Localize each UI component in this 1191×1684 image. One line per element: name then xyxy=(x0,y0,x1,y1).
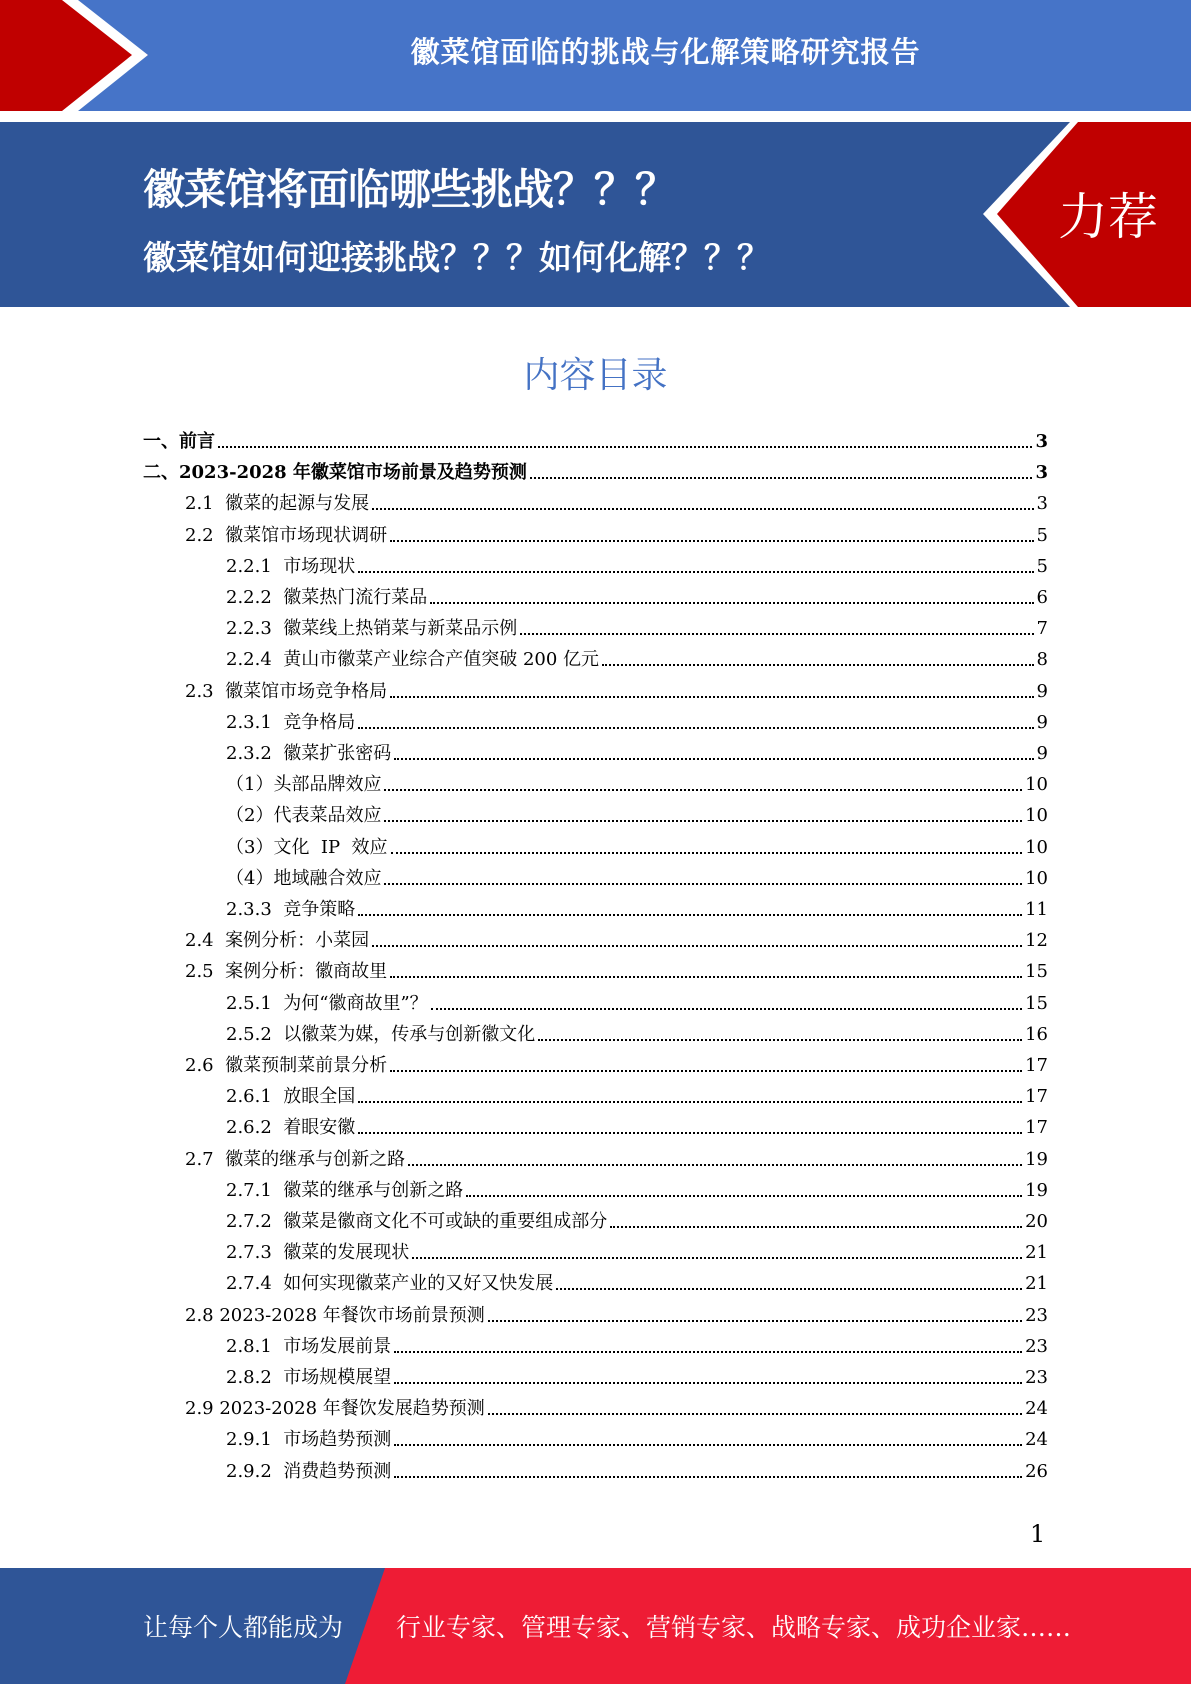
toc-entry-label: 2.6.1 放眼全国 xyxy=(226,1086,356,1108)
toc-entry-label: 2.9 2023-2028 年餐饮发展趋势预测 xyxy=(185,1398,485,1420)
toc-entry[interactable] xyxy=(226,828,1048,859)
toc-entry-page: 23 xyxy=(1025,1304,1048,1326)
toc-leader-dots xyxy=(394,1351,1022,1353)
toc-entry-label: 2.5.1 为何“徽商故里”？ xyxy=(226,992,428,1014)
toc-leader-dots xyxy=(538,1039,1022,1041)
toc-entry[interactable] xyxy=(226,1171,1048,1202)
toc-entry[interactable] xyxy=(185,1046,1048,1077)
toc-entry-label: 2.2.3 徽菜线上热销菜与新菜品示例 xyxy=(226,618,518,640)
recommend-badge: 力荐 xyxy=(1058,188,1158,246)
toc-entry-page: 23 xyxy=(1025,1335,1048,1357)
toc-entry[interactable] xyxy=(226,609,1048,640)
toc-leader-dots xyxy=(530,477,1033,479)
top-banner xyxy=(0,0,1191,111)
toc-entry-label: 2.8.1 市场发展前景 xyxy=(226,1335,392,1357)
toc-entry-page: 19 xyxy=(1025,1179,1048,1201)
toc-leader-dots xyxy=(384,883,1022,885)
toc-entry-label: 2.6.2 着眼安徽 xyxy=(226,1117,356,1139)
toc-entry[interactable] xyxy=(185,516,1048,547)
toc-leader-dots xyxy=(358,1132,1022,1134)
toc-leader-dots xyxy=(372,945,1022,947)
toc-entry-page: 10 xyxy=(1025,867,1048,889)
toc-leader-dots xyxy=(412,1257,1022,1259)
toc-entry[interactable] xyxy=(226,547,1048,578)
toc-leader-dots xyxy=(390,1070,1022,1072)
toc-leader-dots xyxy=(394,1444,1022,1446)
toc-entry-page: 24 xyxy=(1025,1429,1048,1451)
toc-leader-dots xyxy=(431,1008,1022,1010)
toc-leader-dots xyxy=(358,914,1022,916)
toc-entry-page: 21 xyxy=(1025,1242,1048,1264)
toc-entry-label: 2.7 徽菜的继承与创新之路 xyxy=(185,1148,406,1170)
toc-entry[interactable] xyxy=(226,1327,1048,1358)
toc-entry[interactable] xyxy=(226,734,1048,765)
footer-slogan-right: 行业专家、管理专家、营销专家、战略专家、成功企业家…… xyxy=(396,1613,1072,1642)
toc-entry-label: 一、前言 xyxy=(143,431,215,452)
toc-entry[interactable] xyxy=(226,1358,1048,1389)
toc-entry-label: 2.7.1 徽菜的继承与创新之路 xyxy=(226,1179,464,1201)
toc-entry-page: 7 xyxy=(1036,618,1048,640)
toc-entry-page: 3 xyxy=(1036,493,1048,515)
toc-entry-page: 9 xyxy=(1036,711,1048,733)
banner-divider xyxy=(0,111,1191,122)
toc-leader-dots xyxy=(610,1226,1022,1228)
toc-entry[interactable] xyxy=(185,921,1048,952)
toc-heading: 内容目录 xyxy=(523,355,668,396)
toc-entry[interactable] xyxy=(185,1296,1048,1327)
toc-entry[interactable] xyxy=(226,1233,1048,1264)
toc-entry-label: 2.2.1 市场现状 xyxy=(226,555,356,577)
toc-entry-label: 2.9.1 市场趋势预测 xyxy=(226,1429,392,1451)
red-chevron-decoration xyxy=(0,0,160,111)
toc-entry-label: （1）头部品牌效应 xyxy=(226,774,382,796)
toc-entry-page: 17 xyxy=(1025,1055,1048,1076)
toc-entry-page: 11 xyxy=(1025,899,1048,920)
toc-entry-page: 17 xyxy=(1025,1117,1048,1139)
toc-entry[interactable] xyxy=(226,1452,1048,1483)
toc-entry-label: 2.1 徽菜的起源与发展 xyxy=(185,493,370,515)
toc-entry[interactable] xyxy=(226,578,1048,609)
toc-entry-page: 8 xyxy=(1036,649,1048,671)
toc-entry-page: 21 xyxy=(1025,1273,1048,1295)
toc-entry[interactable] xyxy=(185,484,1048,515)
toc-entry[interactable] xyxy=(185,952,1048,983)
toc-entry[interactable] xyxy=(143,422,1048,453)
toc-entry[interactable] xyxy=(185,1389,1048,1420)
toc-entry-label: 2.7.2 徽菜是徽商文化不可或缺的重要组成部分 xyxy=(226,1211,608,1232)
toc-entry-label: （4）地域融合效应 xyxy=(226,867,382,889)
toc-entry-page: 3 xyxy=(1035,462,1048,484)
toc-entry-label: 2.2 徽菜馆市场现状调研 xyxy=(185,524,388,546)
toc-leader-dots xyxy=(358,571,1033,573)
toc-entry-page: 24 xyxy=(1025,1398,1048,1420)
toc-entry[interactable] xyxy=(226,1077,1048,1108)
toc-entry[interactable] xyxy=(226,765,1048,796)
toc-entry-label: 2.3.3 竞争策略 xyxy=(226,899,356,920)
toc-entry-label: （2）代表菜品效应 xyxy=(226,805,382,827)
page-number: 1 xyxy=(1030,1520,1046,1548)
toc-entry[interactable] xyxy=(226,1108,1048,1139)
toc-leader-dots xyxy=(488,1413,1022,1415)
toc-entry[interactable] xyxy=(226,1420,1048,1451)
toc-entry-page: 10 xyxy=(1025,836,1048,858)
toc-leader-dots xyxy=(390,976,1022,978)
toc-leader-dots xyxy=(408,1164,1022,1166)
toc-entry-page: 5 xyxy=(1036,555,1048,577)
footer-slogan-left: 让每个人都能成为 xyxy=(143,1613,344,1642)
toc-entry-page: 16 xyxy=(1025,1023,1048,1045)
toc-entry-page: 10 xyxy=(1025,805,1048,827)
toc-entry[interactable] xyxy=(226,640,1048,671)
toc-entry-page: 5 xyxy=(1036,524,1048,546)
report-title: 徽菜馆面临的挑战与化解策略研究报告 xyxy=(410,34,921,69)
toc-entry-label: 2.7.3 徽菜的发展现状 xyxy=(226,1242,410,1264)
toc-leader-dots xyxy=(218,446,1032,448)
toc-entry-page: 6 xyxy=(1036,587,1048,608)
toc-entry-page: 17 xyxy=(1025,1086,1048,1108)
toc-entry-label: 2.8.2 市场规模展望 xyxy=(226,1367,392,1388)
toc-entry-label: 2.9.2 消费趋势预测 xyxy=(226,1460,392,1482)
toc-entry[interactable] xyxy=(226,890,1048,921)
toc-entry-page: 20 xyxy=(1025,1211,1048,1232)
toc-leader-dots xyxy=(430,602,1033,604)
toc-leader-dots xyxy=(384,820,1022,822)
toc-entry-page: 9 xyxy=(1036,743,1048,764)
toc-entry-label: 2.8 2023-2028 年餐饮市场前景预测 xyxy=(185,1304,485,1326)
toc-entry-page: 10 xyxy=(1025,774,1048,796)
toc-entry-label: 2.3.1 竞争格局 xyxy=(226,711,356,733)
toc-entry-label: 2.5.2 以徽菜为媒，传承与创新徽文化 xyxy=(226,1023,536,1045)
toc-entry-page: 26 xyxy=(1025,1460,1048,1482)
toc-entry[interactable] xyxy=(185,1140,1048,1171)
toc-entry[interactable] xyxy=(226,796,1048,827)
toc-leader-dots xyxy=(358,1101,1022,1103)
footer-banner xyxy=(0,1568,1191,1684)
hero-question-1: 徽菜馆将面临哪些挑战？？？ xyxy=(143,165,677,214)
toc-leader-dots xyxy=(394,1476,1022,1478)
toc-entry-label: 2.2.4 黄山市徽菜产业综合产值突破 200 亿元 xyxy=(226,649,600,671)
toc-entry-page: 9 xyxy=(1036,680,1048,702)
toc-entry[interactable] xyxy=(226,1015,1048,1046)
toc-leader-dots xyxy=(390,696,1033,698)
hero-banner xyxy=(0,122,1191,307)
toc-leader-dots xyxy=(372,508,1033,510)
toc-entry-label: 2.6 徽菜预制菜前景分析 xyxy=(185,1055,388,1076)
toc-entry-label: 2.7.4 如何实现徽菜产业的又好又快发展 xyxy=(226,1273,554,1295)
toc-entry-page: 15 xyxy=(1025,961,1048,983)
toc-leader-dots xyxy=(466,1195,1022,1197)
toc-leader-dots xyxy=(556,1288,1022,1290)
toc-leader-dots xyxy=(391,852,1023,854)
toc-entry-page: 3 xyxy=(1035,431,1048,452)
hero-question-2: 徽菜馆如何迎接挑战？？？如何化解？？？ xyxy=(143,238,770,277)
toc-leader-dots xyxy=(358,727,1033,729)
toc-entry[interactable] xyxy=(226,703,1048,734)
toc-leader-dots xyxy=(488,1320,1022,1322)
toc-entry[interactable] xyxy=(226,1264,1048,1295)
toc-entry[interactable] xyxy=(143,453,1048,484)
toc-entry-page: 12 xyxy=(1025,930,1048,952)
toc-entry[interactable] xyxy=(226,859,1048,890)
toc-entry-label: 二、2023-2028 年徽菜馆市场前景及趋势预测 xyxy=(143,462,527,484)
toc-leader-dots xyxy=(394,758,1033,760)
toc-entry[interactable] xyxy=(226,984,1048,1015)
toc-entry-label: 2.4 案例分析：小菜园 xyxy=(185,930,370,952)
toc-leader-dots xyxy=(394,1382,1022,1384)
toc-leader-dots xyxy=(390,540,1033,542)
toc-leader-dots xyxy=(384,789,1022,791)
toc-entry-page: 19 xyxy=(1025,1148,1048,1170)
toc-entry-label: 2.2.2 徽菜热门流行菜品 xyxy=(226,587,428,608)
toc-entry-label: （3）文化 IP 效应 xyxy=(226,836,388,858)
toc-entry-page: 23 xyxy=(1025,1367,1048,1388)
toc-entry[interactable] xyxy=(226,1202,1048,1233)
toc-entry-label: 2.3 徽菜馆市场竞争格局 xyxy=(185,680,388,702)
toc-leader-dots xyxy=(520,633,1033,635)
toc-entry-label: 2.3.2 徽菜扩张密码 xyxy=(226,743,392,764)
toc-entry-label: 2.5 案例分析：徽商故里 xyxy=(185,961,388,983)
toc-entry-page: 15 xyxy=(1025,992,1048,1014)
toc-leader-dots xyxy=(602,664,1034,666)
toc-entry[interactable] xyxy=(185,672,1048,703)
